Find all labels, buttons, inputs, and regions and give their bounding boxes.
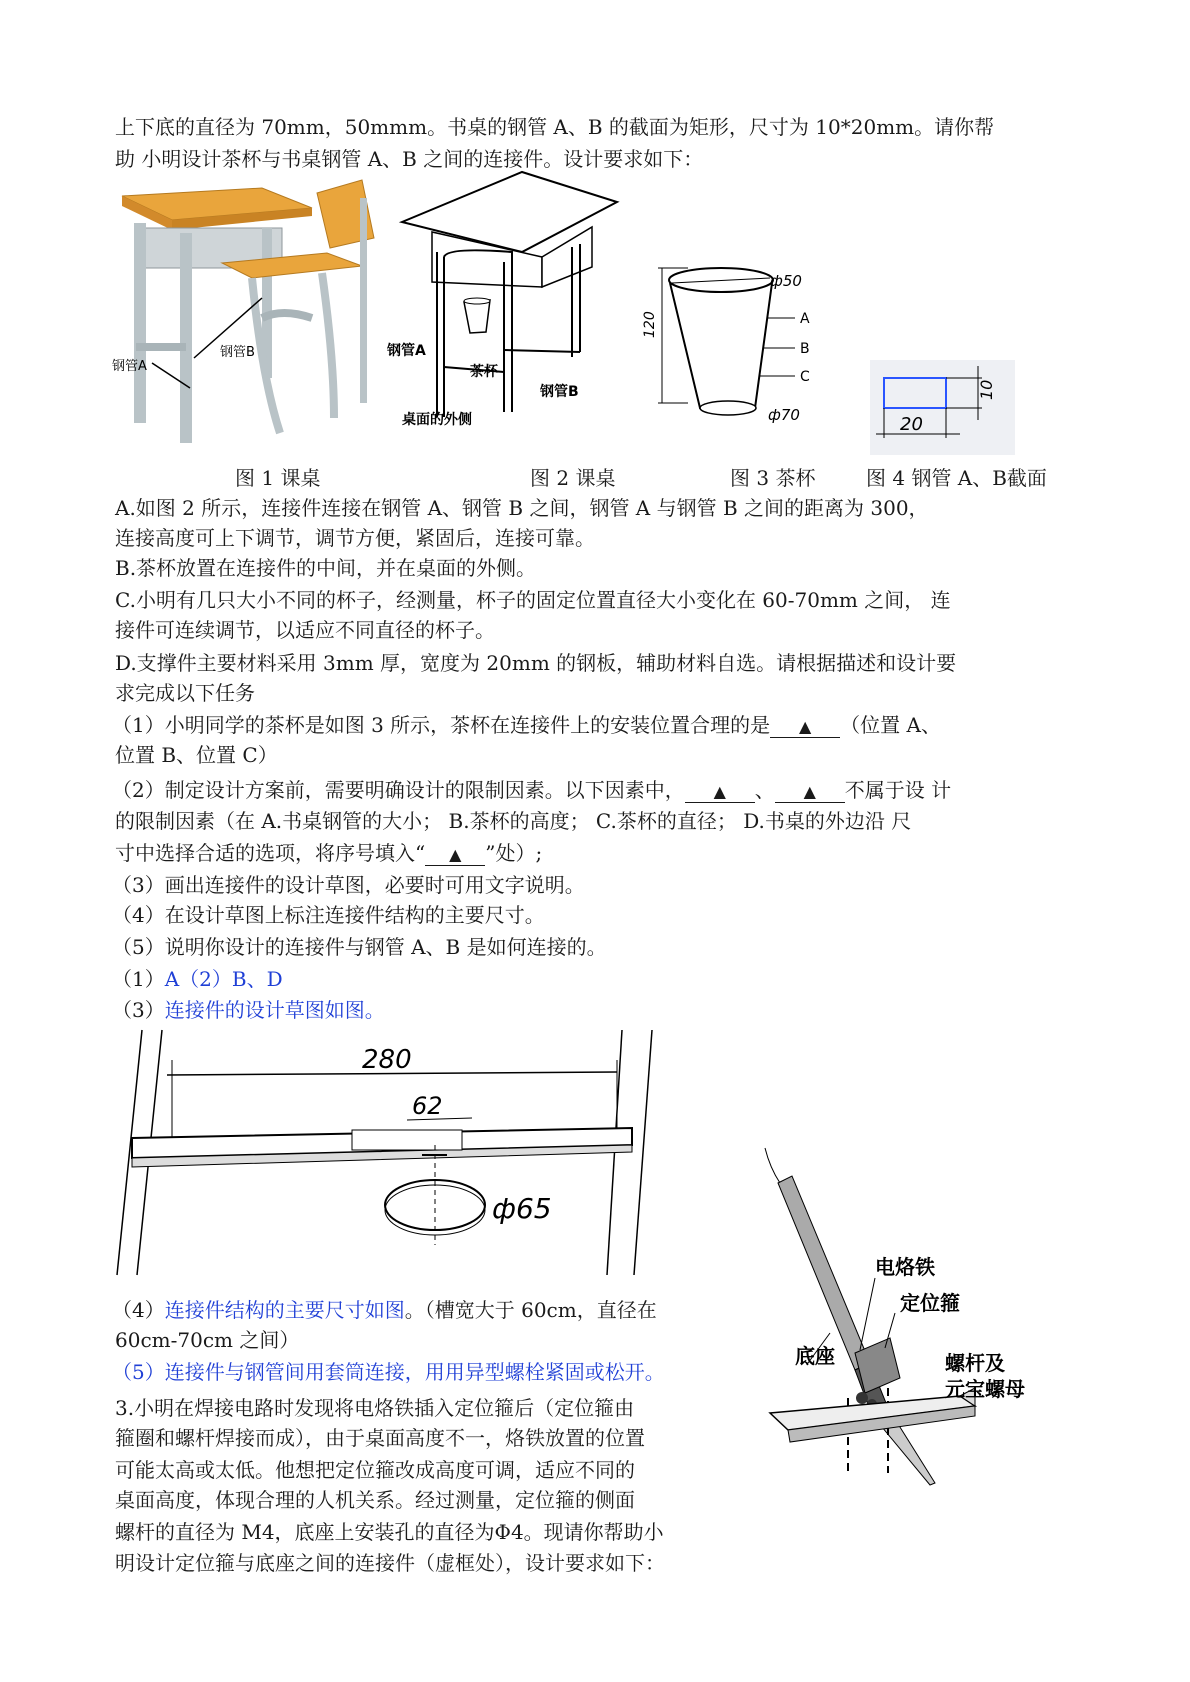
req-c-line-2: 接件可连续调节，以适应不同直径的杯子。 <box>115 618 495 642</box>
answer-blank[interactable]: ▲ <box>425 845 485 866</box>
fig2-outside-label: 桌面的外侧 <box>402 412 472 428</box>
sketch-dim-280: 280 <box>362 1045 412 1075</box>
caption-fig1: 图 1 课桌 <box>235 466 321 490</box>
caption-fig3: 图 3 茶杯 <box>730 466 816 490</box>
fig4-height: 10 <box>977 379 996 400</box>
fig3-top-dia: ф50 <box>770 272 802 290</box>
figure-1-desk <box>112 178 402 448</box>
sketch-dim-65: ф65 <box>492 1192 552 1225</box>
base-label: 底座 <box>795 1344 835 1368</box>
figure-4-section <box>870 360 1015 455</box>
req-d-line-1: D.支撑件主要材料采用 3mm 厚，宽度为 20mm 的钢板，辅助材料自选。请根据描述和设计要 <box>115 651 957 675</box>
intro-line-1: 上下底的直径为 70mm，50mmm。书桌的钢管 A、B 的截面为矩形，尺寸为 10*20mm。请你帮 <box>115 115 995 139</box>
req-b: B.茶杯放置在连接件的中间，并在桌面的外侧。 <box>115 556 537 580</box>
task-4: （4）在设计草图上标注连接件结构的主要尺寸。 <box>112 903 545 927</box>
answer-blank[interactable]: ▲ <box>685 782 755 803</box>
bolt-label-2: 元宝螺母 <box>945 1377 1025 1401</box>
sketch-dim-62: 62 <box>412 1092 443 1120</box>
q3-line-2: 箍圈和螺杆焊接而成），由于桌面高度不一，烙铁放置的位置 <box>115 1426 645 1450</box>
req-d-line-2: 求完成以下任务 <box>115 681 255 705</box>
fig4-width: 20 <box>900 414 923 435</box>
task-3: （3）画出连接件的设计草图，必要时可用文字说明。 <box>112 873 585 897</box>
task-1-line-2: 位置 B、位置 C） <box>115 743 278 767</box>
task-2-line-2: 的限制因素（在 A.书桌钢管的大小； B.茶杯的高度； C.茶杯的直径； D.书桌的外边沿 尺 <box>115 809 912 833</box>
q3-line-4: 桌面高度，体现合理的人机关系。经过测量，定位箍的侧面 <box>115 1488 635 1512</box>
intro-line-2: 助 小明设计茶杯与书桌钢管 A、B 之间的连接件。设计要求如下： <box>115 147 704 171</box>
fig2-label-b: 钢管B <box>540 384 579 400</box>
answer-1-2: （1）A（2）B、D <box>112 967 283 991</box>
q3-line-6: 明设计定位箍与底座之间的连接件（虚框处），设计要求如下： <box>115 1551 665 1575</box>
task-5: （5）说明你设计的连接件与钢管 A、B 是如何连接的。 <box>112 935 607 959</box>
connector-sketch <box>112 1030 692 1280</box>
q3-line-3: 可能太高或太低。他想把定位箍改成高度可调，适应不同的 <box>115 1458 635 1482</box>
caption-fig2: 图 2 课桌 <box>530 466 616 490</box>
fig3-pos-a: A <box>800 311 810 327</box>
iron-label: 电烙铁 <box>875 1255 935 1279</box>
task-1-line-1: （1）小明同学的茶杯是如图 3 所示，茶杯在连接件上的安装位置合理的是 ▲ （位置 A、 <box>112 713 941 737</box>
req-a-line-1: A.如图 2 所示，连接件连接在钢管 A、钢管 B 之间，钢管 A 与钢管 B 之间的距离为 300， <box>115 496 929 520</box>
fig2-cup-label: 茶杯 <box>470 364 498 380</box>
figure-3-cup <box>640 258 820 453</box>
q3-line-5: 螺杆的直径为 M4，底座上安装孔的直径为Φ4。现请你帮助小 <box>115 1520 664 1544</box>
figure-2-desk-drawing <box>387 172 632 437</box>
answer-4-line-2: 60cm-70cm 之间） <box>115 1328 300 1352</box>
fig1-label-b: 钢管B <box>220 345 255 360</box>
fig2-label-a: 钢管A <box>387 343 426 359</box>
answer-blank[interactable]: ▲ <box>775 782 845 803</box>
fig3-bottom-dia: ф70 <box>768 406 800 424</box>
clamp-label: 定位箍 <box>900 1291 960 1315</box>
req-a-line-2: 连接高度可上下调节，调节方便，紧固后，连接可靠。 <box>115 526 595 550</box>
answer-blank[interactable]: ▲ <box>770 717 840 738</box>
task-2-line-1: （2）制定设计方案前，需要明确设计的限制因素。以下因素中， ▲ 、 ▲ 不属于设 计 <box>112 778 952 802</box>
answer-4-line-1: （4）连接件结构的主要尺寸如图。（槽宽大于 60cm，直径在 <box>112 1298 657 1322</box>
answer-3: （3）连接件的设计草图如图。 <box>112 998 385 1022</box>
fig3-pos-c: C <box>800 369 810 385</box>
bolt-label-1: 螺杆及 <box>945 1351 1005 1375</box>
req-c-line-1: C.小明有几只大小不同的杯子，经测量，杯子的固定位置直径大小变化在 60-70mm 之间， 连 <box>115 588 951 612</box>
answer-5: （5）连接件与钢管间用套筒连接，用用异型螺栓紧固或松开。 <box>112 1360 665 1384</box>
fig1-label-a: 钢管A <box>112 359 147 374</box>
fig3-height-label: 120 <box>642 311 658 338</box>
task-2-line-3: 寸中选择合适的选项，将序号填入“ ▲ ”处）; <box>115 841 543 865</box>
q3-line-1: 3.小明在焊接电路时发现将电烙铁插入定位箍后（定位箍由 <box>115 1396 635 1420</box>
soldering-iron-figure <box>760 1148 1080 1488</box>
caption-fig4: 图 4 钢管 A、B截面 <box>866 466 1047 490</box>
fig3-pos-b: B <box>800 341 810 357</box>
